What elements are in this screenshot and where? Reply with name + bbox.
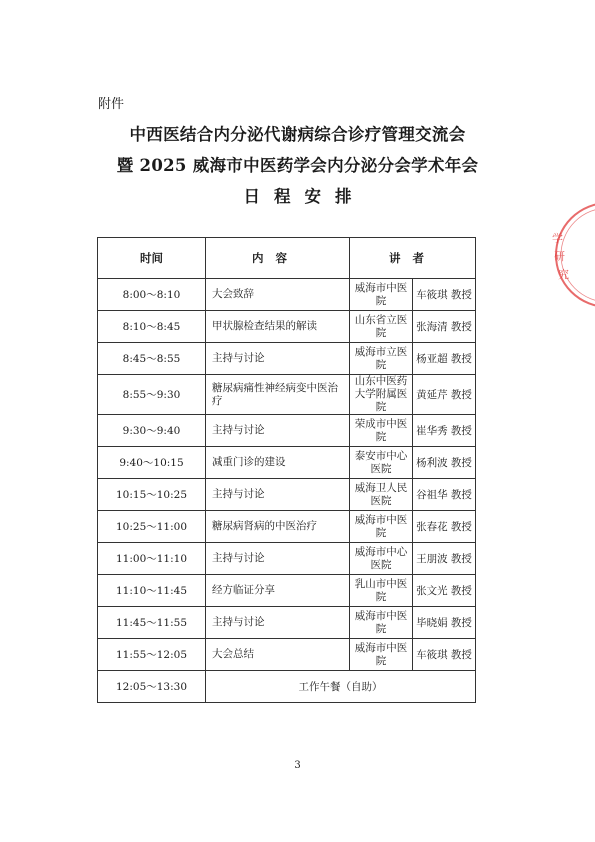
table-row bbox=[98, 543, 476, 575]
row-speaker: 杨利波 教授 bbox=[413, 447, 476, 479]
row-organization: 山东中医药大学附属医院 bbox=[350, 375, 413, 415]
row-time: 8:00～8:10 bbox=[98, 279, 206, 311]
row-organization: 威海市中医院 bbox=[350, 639, 413, 671]
row-organization: 乳山市中医院 bbox=[350, 575, 413, 607]
row-time: 10:25～11:00 bbox=[98, 511, 206, 543]
table-row bbox=[98, 639, 476, 671]
row-organization: 威海卫人民医院 bbox=[350, 479, 413, 511]
row-content: 减重门诊的建设 bbox=[206, 447, 350, 479]
row-organization: 泰安市中心医院 bbox=[350, 447, 413, 479]
row-time: 8:45～8:55 bbox=[98, 343, 206, 375]
row-speaker: 谷祖华 教授 bbox=[413, 479, 476, 511]
table-row bbox=[98, 375, 476, 415]
row-time: 8:10～8:45 bbox=[98, 311, 206, 343]
row-organization: 威海市中医院 bbox=[350, 511, 413, 543]
table-header-row bbox=[98, 238, 476, 279]
row-content: 糖尿病痛性神经病变中医治疗 bbox=[206, 375, 350, 415]
header-time: 时间 bbox=[98, 238, 206, 279]
svg-text:学: 学 bbox=[552, 232, 563, 245]
official-seal bbox=[548, 200, 595, 310]
title-line-2: 暨 2025 威海市中医药学会内分泌分会学术年会 bbox=[116, 156, 479, 175]
svg-text:究: 究 bbox=[558, 268, 569, 281]
table-row bbox=[98, 607, 476, 639]
row-organization: 威海市中医院 bbox=[350, 279, 413, 311]
table-row bbox=[98, 575, 476, 607]
table-row bbox=[98, 479, 476, 511]
table-row bbox=[98, 279, 476, 311]
page-number: 3 bbox=[294, 760, 301, 771]
row-speaker: 王朋波 教授 bbox=[413, 543, 476, 575]
row-speaker: 张海清 教授 bbox=[413, 311, 476, 343]
row-time: 11:45～11:55 bbox=[98, 607, 206, 639]
row-time: 12:05～13:30 bbox=[98, 671, 206, 703]
schedule-table bbox=[97, 237, 476, 703]
row-speaker: 车筱琪 教授 bbox=[413, 639, 476, 671]
row-content: 经方临证分享 bbox=[206, 575, 350, 607]
schedule-rows bbox=[98, 279, 476, 703]
row-time: 11:10～11:45 bbox=[98, 575, 206, 607]
row-content: 大会总结 bbox=[206, 639, 350, 671]
row-time: 11:00～11:10 bbox=[98, 543, 206, 575]
row-time: 8:55～9:30 bbox=[98, 375, 206, 415]
schedule-heading: 日程安排 bbox=[243, 187, 366, 206]
row-time: 9:30～9:40 bbox=[98, 415, 206, 447]
row-organization: 威海市中医院 bbox=[350, 607, 413, 639]
row-time: 11:55～12:05 bbox=[98, 639, 206, 671]
table-row bbox=[98, 511, 476, 543]
row-speaker: 黄延芹 教授 bbox=[413, 375, 476, 415]
attachment-label: 附件 bbox=[98, 97, 125, 112]
row-content: 主持与讨论 bbox=[206, 415, 350, 447]
row-content: 甲状腺检查结果的解读 bbox=[206, 311, 350, 343]
table-row bbox=[98, 447, 476, 479]
row-content: 主持与讨论 bbox=[206, 607, 350, 639]
row-speaker: 张文光 教授 bbox=[413, 575, 476, 607]
row-content: 糖尿病肾病的中医治疗 bbox=[206, 511, 350, 543]
header-content: 内容 bbox=[206, 238, 350, 279]
header-speaker: 讲者 bbox=[350, 238, 476, 279]
row-speaker: 杨亚超 教授 bbox=[413, 343, 476, 375]
row-time: 9:40～10:15 bbox=[98, 447, 206, 479]
row-speaker: 车筱琪 教授 bbox=[413, 279, 476, 311]
title-line-1: 中西医结合内分泌代谢病综合诊疗管理交流会 bbox=[129, 125, 466, 144]
row-content: 主持与讨论 bbox=[206, 343, 350, 375]
row-speaker: 崔华秀 教授 bbox=[413, 415, 476, 447]
table-row bbox=[98, 415, 476, 447]
row-speaker: 张春花 教授 bbox=[413, 511, 476, 543]
row-organization: 威海市中心医院 bbox=[350, 543, 413, 575]
row-organization: 威海市立医院 bbox=[350, 343, 413, 375]
row-content: 大会致辞 bbox=[206, 279, 350, 311]
row-lunch-content: 工作午餐（自助） bbox=[206, 671, 476, 703]
row-content: 主持与讨论 bbox=[206, 543, 350, 575]
table-row bbox=[98, 311, 476, 343]
row-organization: 山东省立医院 bbox=[350, 311, 413, 343]
svg-text:研: 研 bbox=[554, 250, 565, 263]
row-content: 主持与讨论 bbox=[206, 479, 350, 511]
row-time: 10:15～10:25 bbox=[98, 479, 206, 511]
table-row-lunch bbox=[98, 671, 476, 703]
row-speaker: 毕晓娟 教授 bbox=[413, 607, 476, 639]
row-organization: 荣成市中医院 bbox=[350, 415, 413, 447]
table-row bbox=[98, 343, 476, 375]
